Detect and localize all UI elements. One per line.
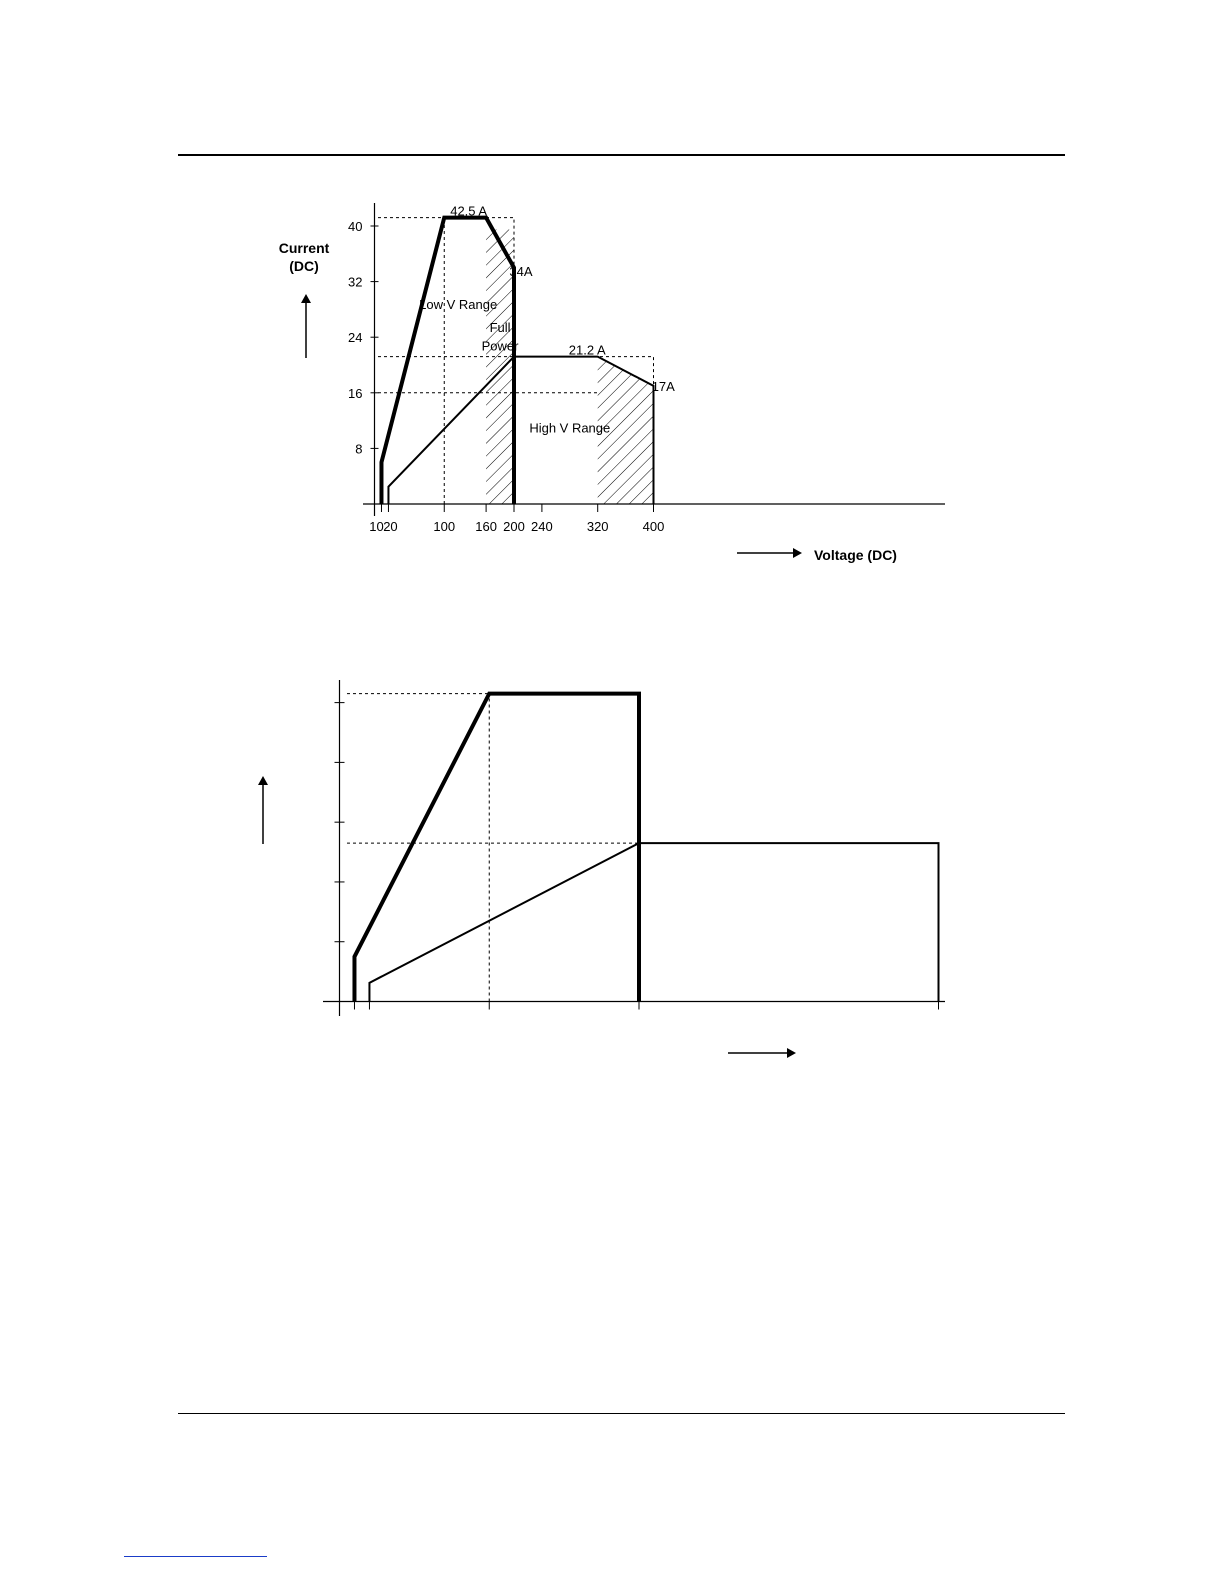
y-tick-label: 16 — [348, 385, 363, 401]
x-tick-label: 10 — [369, 519, 384, 534]
annotation-label: 17A — [651, 378, 675, 394]
x-direction-arrow-head — [787, 1048, 796, 1058]
series-thick-line-1 — [354, 694, 639, 1002]
x-tick-label: 200 — [503, 519, 525, 534]
annotation-label: 34A — [509, 264, 533, 280]
y-axis-title-line: (DC) — [289, 258, 319, 274]
x-axis-title: Voltage (DC) — [814, 547, 897, 563]
x-tick-label: 320 — [586, 519, 609, 534]
x-tick-label: 240 — [531, 519, 553, 534]
y-axis-title-line: Current — [278, 240, 330, 256]
y-tick-label: 40 — [348, 219, 363, 234]
annotation-label: Power — [481, 338, 519, 354]
chart-1 — [279, 203, 945, 563]
y-direction-arrow-head — [258, 776, 268, 785]
x-tick-label: 20 — [383, 519, 398, 534]
y-tick-label: 24 — [348, 330, 363, 346]
annotation-label: Full — [489, 319, 511, 335]
y-tick-label: 32 — [348, 274, 363, 290]
chart-2 — [258, 680, 945, 1058]
annotation-label: 42.5 A — [450, 203, 488, 219]
x-tick-label: 160 — [475, 519, 497, 534]
y-direction-arrow-head — [301, 294, 311, 303]
annotation-label: High V Range — [529, 420, 611, 436]
x-tick-label: 400 — [642, 519, 665, 534]
annotation-label: Low V Range — [419, 296, 498, 312]
x-tick-label: 100 — [433, 519, 456, 534]
x-direction-arrow-head — [793, 548, 802, 558]
series-thin-line-2 — [369, 843, 938, 1001]
annotation-label: 21.2 A — [568, 342, 606, 358]
y-tick-label: 8 — [355, 441, 363, 457]
